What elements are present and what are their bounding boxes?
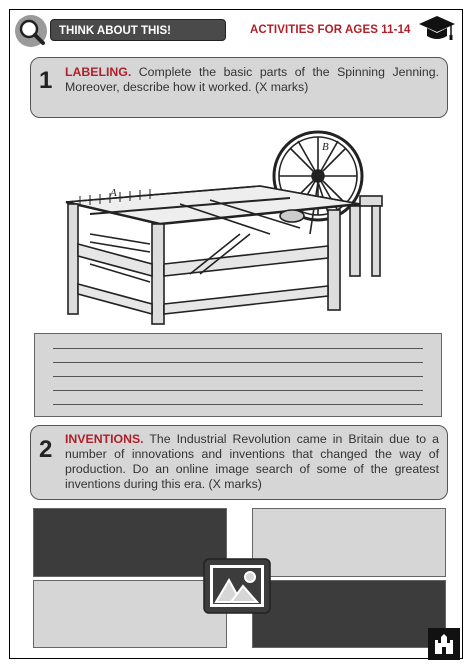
answer-lines-box[interactable] bbox=[34, 333, 442, 417]
writing-line bbox=[53, 362, 423, 363]
image-tile-top-left[interactable] bbox=[33, 508, 227, 577]
question-2-heading: INVENTIONS. bbox=[65, 432, 144, 446]
illustration-label-a: A bbox=[110, 187, 117, 199]
image-tile-bottom-left[interactable] bbox=[33, 580, 227, 648]
activities-ages-label: ACTIVITIES FOR AGES 11-14 bbox=[250, 24, 411, 36]
writing-line bbox=[53, 376, 423, 377]
think-about-this-label: THINK ABOUT THIS! bbox=[59, 25, 172, 37]
writing-line bbox=[53, 390, 423, 391]
image-tile-bottom-right[interactable] bbox=[252, 580, 446, 648]
image-placeholder-icon bbox=[203, 558, 271, 614]
writing-line bbox=[53, 348, 423, 349]
question-2-box bbox=[30, 425, 448, 500]
image-tile-top-right[interactable] bbox=[252, 508, 446, 577]
think-about-this-banner bbox=[50, 19, 226, 41]
question-1-number: 1 bbox=[39, 67, 53, 94]
question-1-body: Complete the basic parts of the Spinning Jenning. Moreover, describe how it worked. (X marks) bbox=[65, 65, 439, 94]
question-2-text bbox=[65, 432, 439, 492]
question-2-body: The Industrial Revolution came in Britain due to a number of innovations and inventions that changed the way of production. Do an online image search of some of the greatest inventions during this era. (X marks) bbox=[65, 432, 439, 491]
castle-icon bbox=[428, 628, 460, 660]
question-1-heading: LABELING. bbox=[65, 65, 132, 79]
spinning-jenny-illustration bbox=[60, 124, 390, 332]
magnifier-icon bbox=[14, 14, 48, 48]
illustration-label-b: B bbox=[322, 141, 329, 153]
question-1-box bbox=[30, 57, 448, 118]
writing-line bbox=[53, 404, 423, 405]
question-1-text bbox=[65, 65, 439, 95]
graduation-cap-icon bbox=[418, 14, 456, 44]
question-2-number: 2 bbox=[39, 436, 53, 463]
